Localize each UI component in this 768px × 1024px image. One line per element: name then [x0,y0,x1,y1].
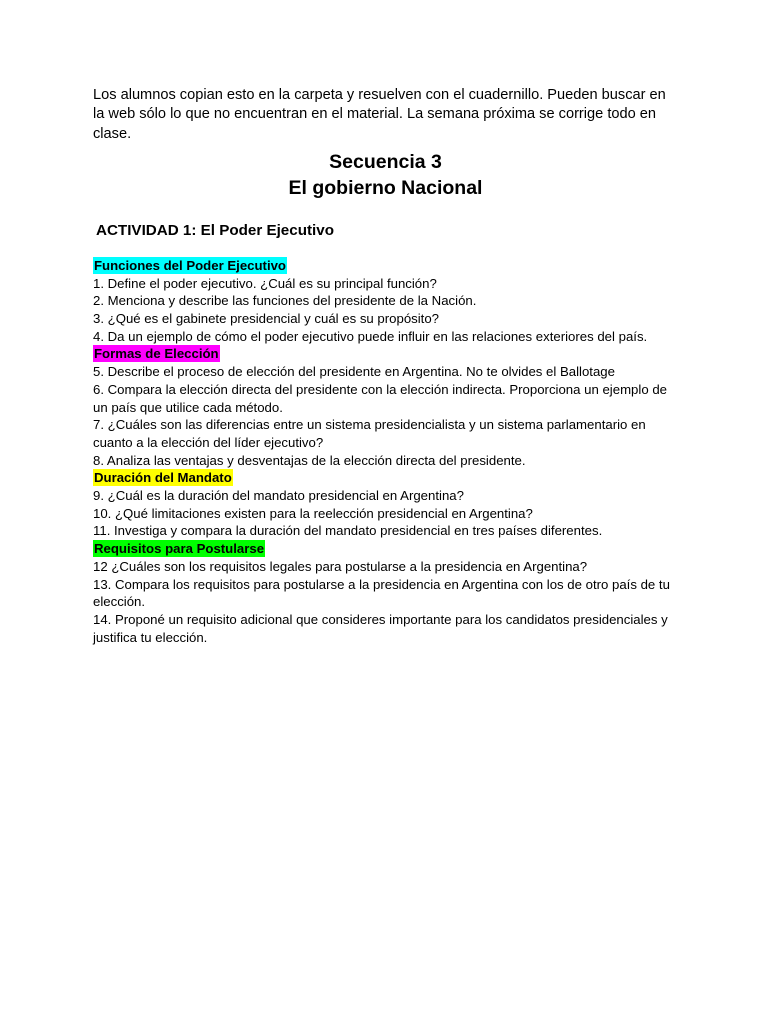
section-title: Requisitos para Postularse [94,541,265,557]
section-title: Duración del Mandato [94,470,232,486]
question-item: 14. Proponé un requisito adicional que consideres importante para los candidatos presidenciales y justifica tu elección. [93,611,668,645]
question-item: 13. Compara los requisitos para postularse a la presidencia en Argentina con los de otro país de tu elección. [93,576,670,610]
section-heading-row [93,540,678,558]
question-item: 12 ¿Cuáles son los requisitos legales para postularse a la presidencia en Argentina? [93,558,588,574]
activity-heading: ACTIVIDAD 1: El Poder Ejecutivo [96,221,334,239]
question-item: 4. Da un ejemplo de cómo el poder ejecutivo puede influir en las relaciones exteriores del país. [93,328,648,344]
section-title: Funciones del Poder Ejecutivo [94,257,286,273]
question-item: 1. Define el poder ejecutivo. ¿Cuál es su principal función? [93,275,437,291]
question-item: 10. ¿Qué limitaciones existen para la reelección presidencial en Argentina? [93,505,533,521]
question-item: 6. Compara la elección directa del presidente con la elección indirecta. Proporciona un ejemplo de un país que utilice cada método. [93,381,667,415]
question-item: 2. Menciona y describe las funciones del presidente de la Nación. [93,293,477,309]
section-heading-row [93,345,678,363]
section-heading-row [93,257,678,275]
document-title: El gobierno Nacional [288,176,483,199]
intro-paragraph: Los alumnos copian esto en la carpeta y resuelven con el cuadernillo. Pueden buscar en la web sólo lo que no encuentran en el material. La semana próxima se corrige todo en clase. [93,87,666,142]
question-item: 5. Describe el proceso de elección del presidente en Argentina. No te olvides el Ballotage [93,364,615,380]
question-item: 7. ¿Cuáles son las diferencias entre un sistema presidencialista y un sistema parlamentario en cuanto a la elección del líder ejecutivo? [93,417,646,450]
section-title: Formas de Elección [94,346,219,362]
question-item: 11. Investiga y compara la duración del mandato presidencial en tres países diferentes. [93,523,603,539]
document-page [93,86,678,646]
question-item: 9. ¿Cuál es la duración del mandato presidencial en Argentina? [93,488,464,504]
section-heading-row [93,469,678,487]
question-item: 3. ¿Qué es el gabinete presidencial y cuál es su propósito? [93,311,440,326]
sequence-title: Secuencia 3 [329,150,442,173]
question-sections [93,257,678,646]
question-item: 8. Analiza las ventajas y desventajas de la elección directa del presidente. [93,452,526,468]
